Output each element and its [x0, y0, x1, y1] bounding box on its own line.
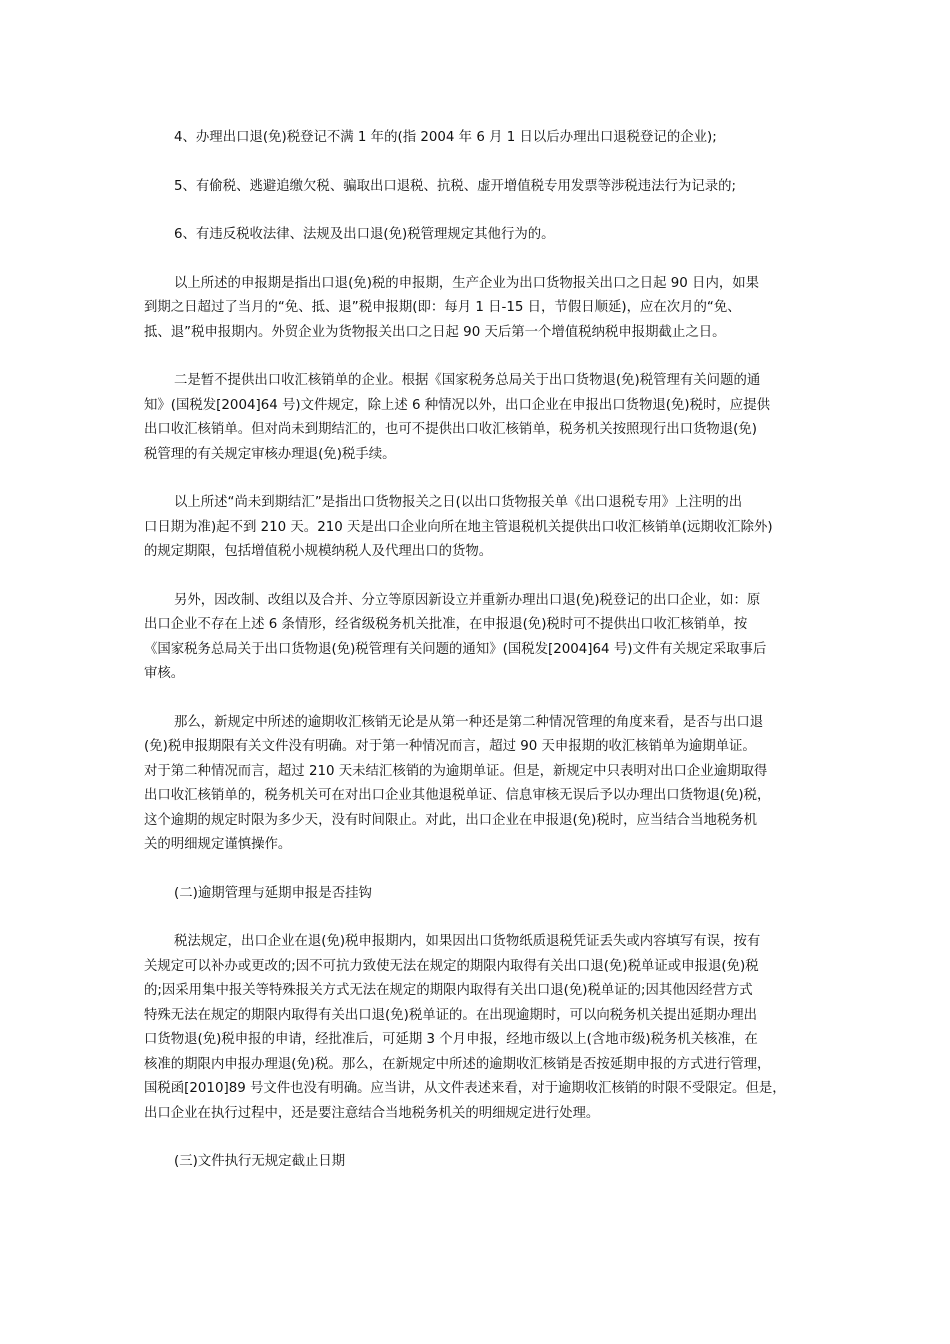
- text-line: 的;因采用集中报关等特殊报关方式无法在规定的期限内取得有关出口退(免)税单证的;因其他因经营方式: [144, 983, 753, 998]
- text-line: 以上所述的申报期是指出口退(免)税的申报期，生产企业为出口货物报关出口之日起 90 日内，如果: [174, 275, 760, 291]
- text-line: 审核。: [144, 666, 185, 681]
- document-page: [144, 126, 812, 1175]
- text-line: (免)税申报期限有关文件没有明确。对于第一种情况而言，超过 90 天申报期的收汇核销单为逾期单证。: [144, 739, 756, 754]
- paragraph-restructuring: [144, 589, 812, 687]
- text-line: 出口企业在执行过程中，还是要注意结合当地税务机关的明细规定进行处理。: [144, 1105, 600, 1121]
- text-line: 的规定期限，包括增值税小规模纳税人及代理出口的货物。: [144, 544, 493, 559]
- paragraph-extension-application: [144, 930, 812, 1126]
- paragraph-item-6: [144, 223, 812, 248]
- text-line: 对于第二种情况而言，超过 210 天未结汇核销的为逾期单证。但是，新规定中只表明对出口企业逾期取得: [144, 763, 768, 779]
- section-heading-2: [144, 882, 812, 907]
- text-line: 二是暂不提供出口收汇核销单的企业。根据《国家税务总局关于出口货物退(免)税管理有关问题的通: [174, 373, 761, 388]
- paragraph-not-yet-due: [144, 491, 812, 565]
- text-line: 出口收汇核销单。但对尚未到期结汇的，也可不提供出口收汇核销单，税务机关按照现行出口货物退(免): [144, 422, 758, 437]
- section-heading-3: [144, 1150, 812, 1175]
- text-line: 口日期为准)起不到 210 天。210 天是出口企业向所在地主管退税机关提供出口收汇核销单(远期收汇除外): [144, 519, 773, 535]
- text-line: 口货物退(免)税申报的申请，经批准后，可延期 3 个月申报，经地市级以上(含地市级)税务机关核准，在: [144, 1032, 758, 1047]
- text-line: 5、有偷税、逃避追缴欠税、骗取出口退税、抗税、虚开增值税专用发票等涉税违法行为记录的;: [174, 178, 737, 194]
- text-line: (三)文件执行无规定截止日期: [174, 1154, 346, 1169]
- text-line: 国税函[2010]89 号文件也没有明确。应当讲，从文件表述来看，对于逾期收汇核销的时限不受限定。但是，: [144, 1081, 786, 1096]
- text-line: 那么，新规定中所述的逾期收汇核销无论是从第一种还是第二种情况管理的角度来看，是否与出口退: [174, 714, 764, 730]
- text-line: 核准的期限内申报办理退(免)税。那么，在新规定中所述的逾期收汇核销是否按延期申报的方式进行管理，: [144, 1056, 771, 1072]
- text-line: 关规定可以补办或更改的;因不可抗力致使无法在规定的期限内取得有关出口退(免)税单证或申报退(免)税: [144, 958, 759, 974]
- text-line: 特殊无法在规定的期限内取得有关出口退(免)税单证的。在出现逾期时，可以向税务机关提出延期办理出: [144, 1007, 758, 1023]
- text-line: 关的明细规定谨慎操作。: [144, 837, 292, 852]
- paragraph-item-5: [144, 175, 812, 200]
- text-line: 出口收汇核销单的，税务机关可在对出口企业其他退税单证、信息审核无误后予以办理出口货物退(免)税，: [144, 788, 771, 803]
- text-line: 出口企业不存在上述 6 条情形，经省级税务机关批准，在申报退(免)税时可不提供出口收汇核销单，按: [144, 617, 748, 632]
- paragraph-no-verification-sheet: [144, 369, 812, 467]
- text-line: 另外，因改制、改组以及合并、分立等原因新设立并重新办理出口退(免)税登记的出口企业，如：原: [174, 592, 761, 608]
- text-line: 抵、退”税申报期内。外贸企业为货物报关出口之日起 90 天后第一个增值税纳税申报期截止之日。: [144, 324, 726, 340]
- text-line: 这个逾期的规定时限为多少天，没有时间限止。对此，出口企业在申报退(免)税时，应当结合当地税务机: [144, 812, 758, 828]
- text-line: 税管理的有关规定审核办理退(免)税手续。: [144, 446, 396, 462]
- text-line: 税法规定，出口企业在退(免)税申报期内，如果因出口货物纸质退税凭证丢失或内容填写有误，按有: [174, 934, 761, 949]
- text-line: 6、有违反税收法律、法规及出口退(免)税管理规定其他行为的。: [174, 227, 555, 242]
- text-line: 4、办理出口退(免)税登记不满 1 年的(指 2004 年 6 月 1 日以后办理出口退税登记的企业);: [174, 130, 717, 145]
- paragraph-declaration-period: [144, 272, 812, 346]
- text-line: 以上所述“尚未到期结汇”是指出口货物报关之日(以出口货物报关单《出口退税专用》上注明的出: [174, 495, 743, 510]
- paragraph-overdue-verification: [144, 711, 812, 858]
- text-line: 知》(国税发[2004]64 号)文件规定，除上述 6 种情况以外，出口企业在申报出口货物退(免)税时，应提供: [144, 397, 770, 413]
- text-line: 《国家税务总局关于出口货物退(免)税管理有关问题的通知》(国税发[2004]64 号)文件有关规定采取事后: [144, 641, 767, 657]
- text-line: (二)逾期管理与延期申报是否挂钩: [174, 885, 372, 901]
- paragraph-item-4: [144, 126, 812, 151]
- text-line: 到期之日超过了当月的“免、抵、退”税申报期(即：每月 1 日-15 日，节假日顺延)，应在次月的“免、: [144, 300, 741, 315]
